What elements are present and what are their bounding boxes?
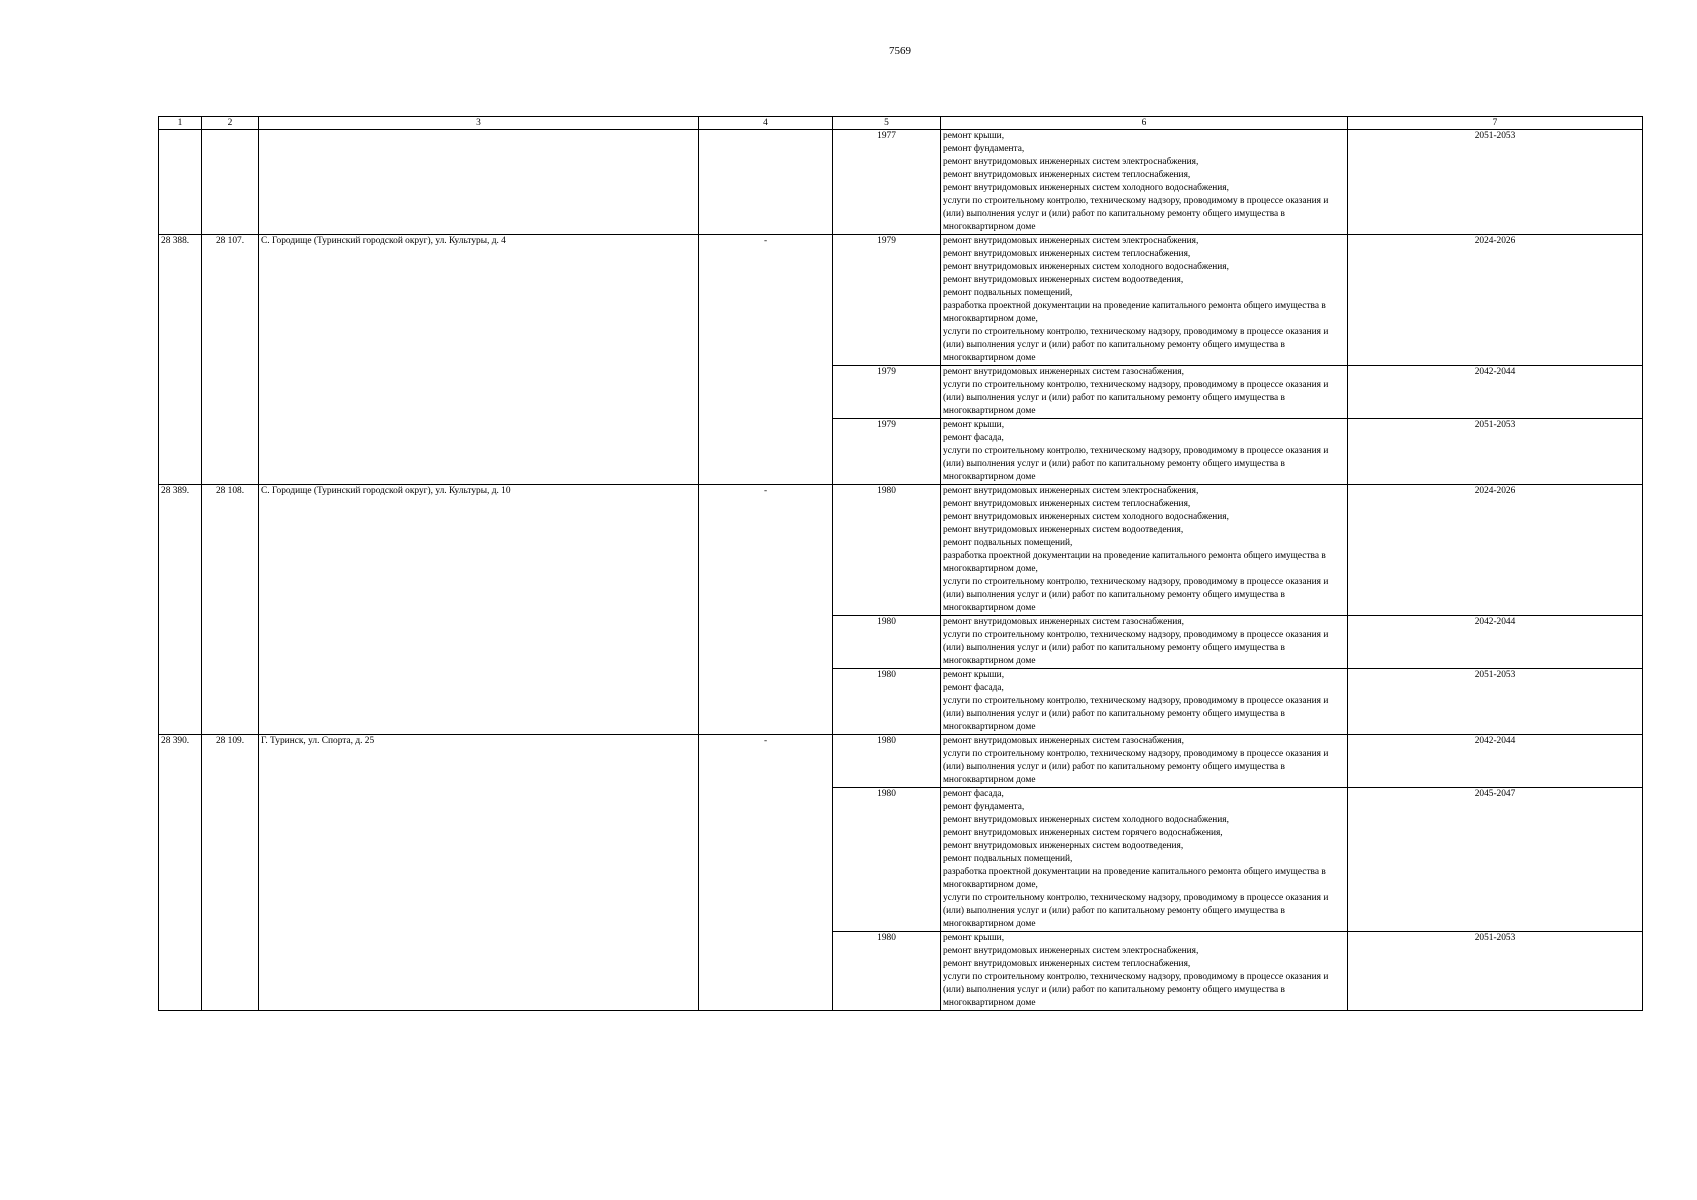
year-cell: 1980	[833, 485, 941, 616]
period-cell: 2051-2053	[1348, 669, 1643, 735]
period-cell: 2051-2053	[1348, 419, 1643, 485]
works-cell: ремонт внутридомовых инженерных систем газоснабжения, услуги по строительному контролю, техническому надзору, проводимому в процессе оказания и (или) выполнения услуг и (или) работ по капитальному ремонту общего имущества в многоквартирном доме	[941, 616, 1348, 669]
period-cell: 2042-2044	[1348, 735, 1643, 788]
row-number-cell: 28 390.	[159, 735, 202, 1011]
row-number-cell: 28 389.	[159, 485, 202, 735]
col4-cell: -	[699, 485, 833, 735]
period-cell: 2051-2053	[1348, 932, 1643, 1011]
works-cell: ремонт крыши, ремонт фасада, услуги по строительному контролю, техническому надзору, проводимому в процессе оказания и (или) выполнения услуг и (или) работ по капитальному ремонту общего имущества в многоквартирном доме	[941, 419, 1348, 485]
period-cell: 2042-2044	[1348, 366, 1643, 419]
sub-number-cell: 28 109.	[202, 735, 259, 1011]
year-cell: 1977	[833, 130, 941, 235]
works-cell: ремонт внутридомовых инженерных систем электроснабжения, ремонт внутридомовых инженерных систем теплоснабжения, ремонт внутридомовых инженерных систем холодного водоснабжения, ремонт внутридомовых инженерных систем водоотведения, ремонт подвальных помещений, разработка проектной документации на проведение капитального ремонта общего имущества в многоквартирном доме, услуги по строительному контролю, техническому надзору, проводимому в процессе оказания и (или) выполнения услуг и (или) работ по капитальному ремонту общего имущества в многоквартирном доме	[941, 485, 1348, 616]
table-row	[159, 735, 1643, 788]
period-cell: 2051-2053	[1348, 130, 1643, 235]
year-cell: 1980	[833, 788, 941, 932]
works-cell: ремонт крыши, ремонт фундамента, ремонт внутридомовых инженерных систем электроснабжения, ремонт внутридомовых инженерных систем теплоснабжения, ремонт внутридомовых инженерных систем холодного водоснабжения, услуги по строительному контролю, техническому надзору, проводимому в процессе оказания и (или) выполнения услуг и (или) работ по капитальному ремонту общего имущества в многоквартирном доме	[941, 130, 1348, 235]
column-header: 1	[159, 117, 202, 130]
works-cell: ремонт внутридомовых инженерных систем газоснабжения, услуги по строительному контролю, техническому надзору, проводимому в процессе оказания и (или) выполнения услуг и (или) работ по капитальному ремонту общего имущества в многоквартирном доме	[941, 735, 1348, 788]
repair-schedule-table	[158, 116, 1643, 1011]
col4-cell: -	[699, 735, 833, 1011]
period-cell: 2024-2026	[1348, 485, 1643, 616]
address-cell: Г. Туринск, ул. Спорта, д. 25	[259, 735, 699, 1011]
column-header: 4	[699, 117, 833, 130]
col4-cell: -	[699, 235, 833, 485]
year-cell: 1979	[833, 419, 941, 485]
works-cell: ремонт внутридомовых инженерных систем электроснабжения, ремонт внутридомовых инженерных систем теплоснабжения, ремонт внутридомовых инженерных систем холодного водоснабжения, ремонт внутридомовых инженерных систем водоотведения, ремонт подвальных помещений, разработка проектной документации на проведение капитального ремонта общего имущества в многоквартирном доме, услуги по строительному контролю, техническому надзору, проводимому в процессе оказания и (или) выполнения услуг и (или) работ по капитальному ремонту общего имущества в многоквартирном доме	[941, 235, 1348, 366]
year-cell: 1980	[833, 669, 941, 735]
works-cell: ремонт крыши, ремонт фасада, услуги по строительному контролю, техническому надзору, проводимому в процессе оказания и (или) выполнения услуг и (или) работ по капитальному ремонту общего имущества в многоквартирном доме	[941, 669, 1348, 735]
sub-number-cell	[202, 130, 259, 235]
column-number-row	[159, 117, 1643, 130]
works-cell: ремонт внутридомовых инженерных систем газоснабжения, услуги по строительному контролю, техническому надзору, проводимому в процессе оказания и (или) выполнения услуг и (или) работ по капитальному ремонту общего имущества в многоквартирном доме	[941, 366, 1348, 419]
table-row	[159, 485, 1643, 616]
address-cell	[259, 130, 699, 235]
period-cell: 2024-2026	[1348, 235, 1643, 366]
column-header: 5	[833, 117, 941, 130]
table-row	[159, 235, 1643, 366]
year-cell: 1979	[833, 366, 941, 419]
year-cell: 1979	[833, 235, 941, 366]
address-cell: С. Городище (Туринский городской округ), ул. Культуры, д. 10	[259, 485, 699, 735]
period-cell: 2042-2044	[1348, 616, 1643, 669]
continuation-row	[159, 130, 1643, 235]
year-cell: 1980	[833, 616, 941, 669]
row-number-cell	[159, 130, 202, 235]
works-cell: ремонт фасада, ремонт фундамента, ремонт внутридомовых инженерных систем холодного водоснабжения, ремонт внутридомовых инженерных систем горячего водоснабжения, ремонт внутридомовых инженерных систем водоотведения, ремонт подвальных помещений, разработка проектной документации на проведение капитального ремонта общего имущества в многоквартирном доме, услуги по строительному контролю, техническому надзору, проводимому в процессе оказания и (или) выполнения услуг и (или) работ по капитальному ремонту общего имущества в многоквартирном доме	[941, 788, 1348, 932]
col4-cell	[699, 130, 833, 235]
column-header: 6	[941, 117, 1348, 130]
year-cell: 1980	[833, 735, 941, 788]
sub-number-cell: 28 108.	[202, 485, 259, 735]
column-header: 3	[259, 117, 699, 130]
row-number-cell: 28 388.	[159, 235, 202, 485]
sub-number-cell: 28 107.	[202, 235, 259, 485]
year-cell: 1980	[833, 932, 941, 1011]
column-header: 2	[202, 117, 259, 130]
column-header: 7	[1348, 117, 1643, 130]
period-cell: 2045-2047	[1348, 788, 1643, 932]
address-cell: С. Городище (Туринский городской округ), ул. Культуры, д. 4	[259, 235, 699, 485]
page-number: 7569	[889, 45, 911, 57]
works-cell: ремонт крыши, ремонт внутридомовых инженерных систем электроснабжения, ремонт внутридомовых инженерных систем теплоснабжения, услуги по строительному контролю, техническому надзору, проводимому в процессе оказания и (или) выполнения услуг и (или) работ по капитальному ремонту общего имущества в многоквартирном доме	[941, 932, 1348, 1011]
